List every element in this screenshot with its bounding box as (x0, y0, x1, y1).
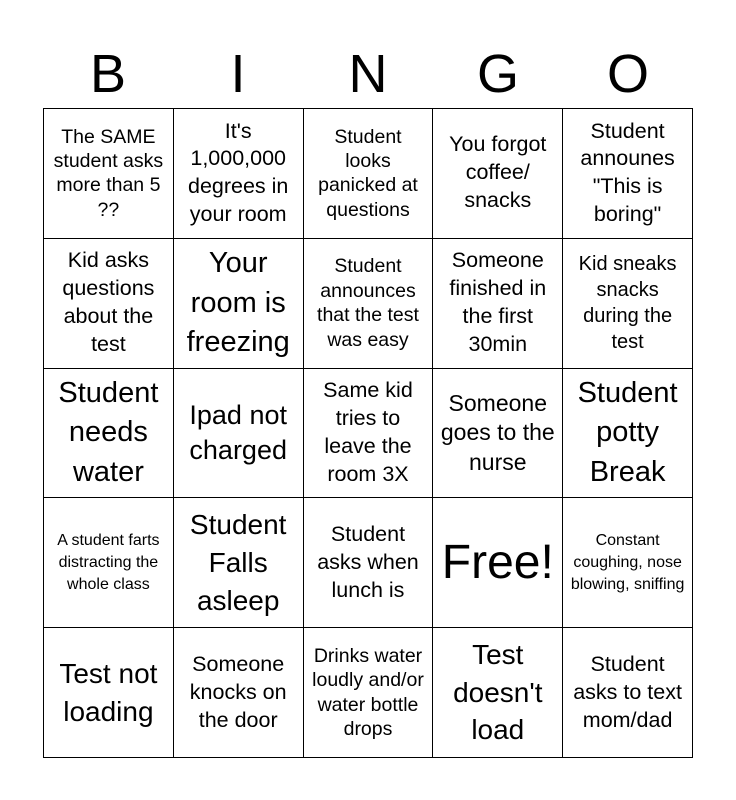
bingo-cell-free[interactable] (433, 498, 563, 628)
bingo-cell[interactable] (304, 628, 434, 758)
bingo-cell[interactable] (44, 369, 174, 499)
cell-text: The SAME student asks more than 5 ?? (53, 125, 164, 221)
cell-text: Student asks when lunch is (317, 521, 419, 602)
header-letter-n: N (348, 44, 388, 104)
bingo-cell[interactable] (174, 369, 304, 499)
cell-text: Someone finished in the first 30min (449, 248, 547, 357)
cell-text: Student Falls asleep (189, 509, 287, 616)
header-letter-g: G (476, 44, 519, 104)
bingo-cell[interactable] (563, 628, 693, 758)
cell-text: Someone goes to the nurse (440, 390, 555, 475)
cell-text: Kid asks questions about the test (62, 248, 155, 357)
cell-text: Student potty Break (577, 377, 678, 488)
bingo-cell[interactable] (174, 239, 304, 369)
cell-text: Constant coughing, nose blowing, sniffing (570, 532, 685, 593)
header-letter-i: I (230, 44, 246, 104)
cell-text: Your room is freezing (186, 247, 290, 358)
cell-text: Drinks water loudly and/or water bottle drops (312, 644, 424, 740)
header-letter-o: O (606, 44, 649, 104)
cell-text: You forgot coffee/ snacks (449, 132, 547, 213)
bingo-cell[interactable] (44, 628, 174, 758)
free-space-text: Free! (441, 535, 554, 589)
bingo-cell[interactable] (304, 109, 434, 239)
bingo-cell[interactable] (433, 239, 563, 369)
cell-text: Same kid tries to leave the room 3X (323, 378, 413, 486)
cell-text: Someone knocks on the door (189, 651, 287, 732)
cell-text: Kid sneaks snacks during the test (578, 253, 677, 354)
cell-text: Student needs water (58, 377, 159, 488)
bingo-cell[interactable] (304, 369, 434, 499)
cell-text: Ipad not charged (189, 399, 287, 465)
cell-text: Test not loading (59, 657, 158, 727)
bingo-cell[interactable] (563, 498, 693, 628)
bingo-cell[interactable] (563, 239, 693, 369)
cell-text: Test doesn't load (453, 638, 543, 746)
cell-text: Student asks to text mom/dad (573, 651, 682, 732)
cell-text: A student farts distracting the whole class (57, 532, 160, 593)
cell-text: Student announces that the test was easy (317, 255, 419, 351)
header-letter-b: B (89, 44, 127, 104)
bingo-cell[interactable] (433, 369, 563, 499)
bingo-cell[interactable] (563, 109, 693, 239)
bingo-cell[interactable] (304, 239, 434, 369)
bingo-cell[interactable] (433, 109, 563, 239)
bingo-header (43, 40, 693, 108)
bingo-cell[interactable] (174, 498, 304, 628)
bingo-cell[interactable] (44, 109, 174, 239)
cell-text: It's 1,000,000 degrees in your room (187, 118, 289, 227)
bingo-cell[interactable] (304, 498, 434, 628)
bingo-cell[interactable] (433, 628, 563, 758)
cell-text: Student looks panicked at questions (318, 125, 418, 221)
bingo-board (43, 108, 693, 758)
bingo-cell[interactable] (44, 498, 174, 628)
bingo-cell[interactable] (44, 239, 174, 369)
bingo-cell[interactable] (174, 109, 304, 239)
bingo-cell[interactable] (174, 628, 304, 758)
cell-text: Student announes "This is boring" (580, 118, 675, 227)
bingo-cell[interactable] (563, 369, 693, 499)
